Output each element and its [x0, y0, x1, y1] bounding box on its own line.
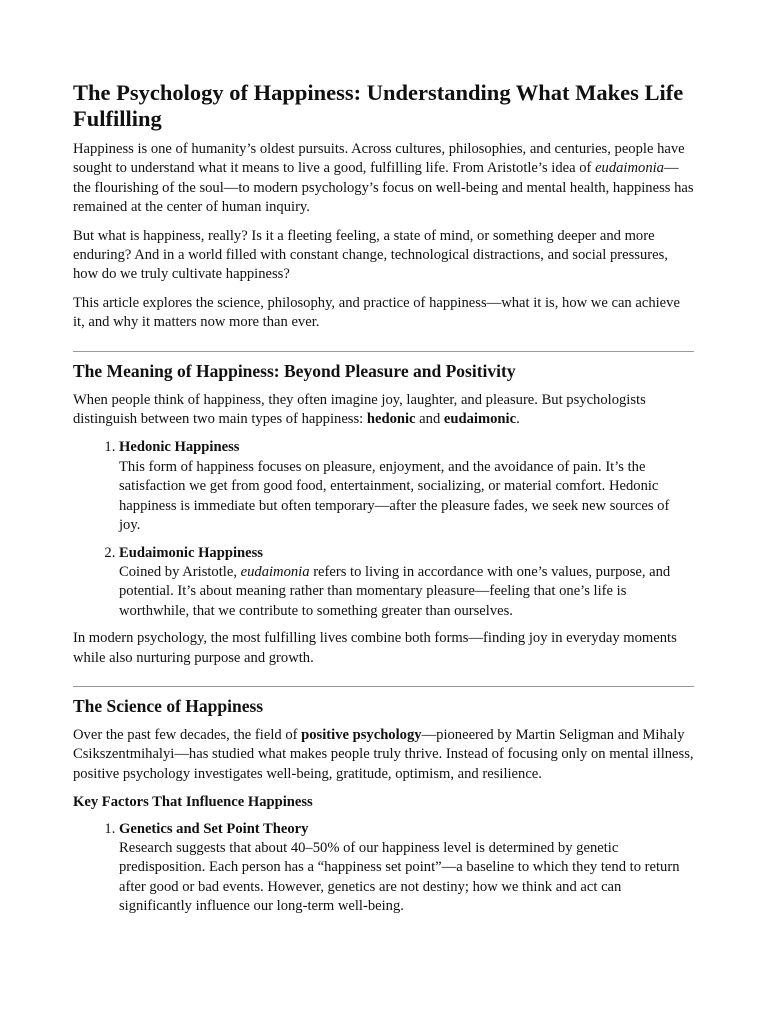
term-hedonic: hedonic [366, 411, 416, 428]
meaning-text: . [516, 411, 520, 428]
meaning-text: and [415, 411, 444, 428]
intro-paragraph-2: But what is happiness, really? Is it a fleeting feeling, a state of mind, or something deeper and more enduring? And in a world filled with constant change, technological distractions, and social pressures, how do we truly cultivate happiness? [73, 227, 668, 283]
intro-text: —the flourishing of the soul—to modern psychology’s focus on well-being and mental health, happiness has remained at the center of human inquiry. [73, 160, 694, 216]
term-eudaimonic: eudaimonic [443, 411, 517, 428]
term-positive-psychology: positive psychology [301, 726, 422, 743]
intro-paragraph-1 [73, 140, 694, 218]
subheading-key-factors: Key Factors That Influence Happiness [73, 794, 313, 811]
list-item [119, 544, 694, 622]
section-heading-science: The Science of Happiness [73, 695, 264, 716]
page-title: The Psychology of Happiness: Understanding What Makes Life Fulfilling [73, 80, 684, 131]
intro-text: Happiness is one of humanity’s oldest pursuits. Across cultures, philosophies, and centuries, people have sought to understand what it means to live a good, fulfilling life. From Aristotle’s idea of [73, 141, 685, 177]
science-paragraph-1 [73, 726, 694, 784]
list-item-body: This form of happiness focuses on pleasure, enjoyment, and the avoidance of pain. It’s the satisfaction we get from good food, entertainment, socializing, or material comfort. Hedonic happiness is immediate but often temporary—after the pleasure fades, we seek new sources of joy. [119, 458, 670, 534]
list-item-text: refers to living in accordance with one’s values, purpose, and potential. It’s about meaning rather than momentary pleasure—feeling that one’s life is worthwhile, that we contribute to something greater than ourselves. [119, 563, 671, 619]
happiness-types-list [73, 438, 694, 621]
list-item [119, 820, 694, 917]
list-item-title: 2. Eudaimonic Happiness [119, 544, 263, 561]
section-heading-meaning: The Meaning of Happiness: Beyond Pleasure and Positivity [73, 360, 516, 381]
list-item-title: 1. Hedonic Happiness [119, 439, 240, 456]
list-item-title: 1. Genetics and Set Point Theory [119, 820, 309, 837]
list-item [119, 438, 694, 535]
list-item-body: Research suggests that about 40–50% of our happiness level is determined by genetic predisposition. Each person has a “happiness set point”—a baseline to which they tend to return after good or bad events. However, genetics are not destiny; how we think and act can significantly influence our long-term well-being. [119, 839, 680, 915]
meaning-paragraph-2: In modern psychology, the most fulfilling lives combine both forms—finding joy in everyday moments while also nurturing purpose and growth. [73, 630, 677, 666]
list-item-emphasis: eudaimonia [240, 563, 310, 580]
meaning-text: When people think of happiness, they often imagine joy, laughter, and pleasure. But psychologists distinguish between two main types of happiness: [73, 391, 646, 428]
meaning-paragraph-1 [73, 391, 694, 430]
science-text: Over the past few decades, the field of [73, 726, 302, 743]
section-divider [73, 351, 694, 352]
list-item-text: Coined by Aristotle, [119, 563, 241, 580]
list-item-body [119, 563, 694, 621]
science-text: —pioneered by Martin Seligman and Mihaly Csikszentmihalyi—has studied what makes people truly thrive. Instead of focusing only on mental illness, positive psychology investigates well-being, gratitude, optimism, and resilience. [73, 726, 694, 782]
section-divider [73, 686, 694, 687]
key-factors-list [73, 820, 694, 917]
intro-paragraph-3: This article explores the science, philosophy, and practice of happiness—what it is, how we can achieve it, and why it matters now more than ever. [73, 294, 680, 331]
intro-emphasis: eudaimonia [595, 160, 664, 177]
